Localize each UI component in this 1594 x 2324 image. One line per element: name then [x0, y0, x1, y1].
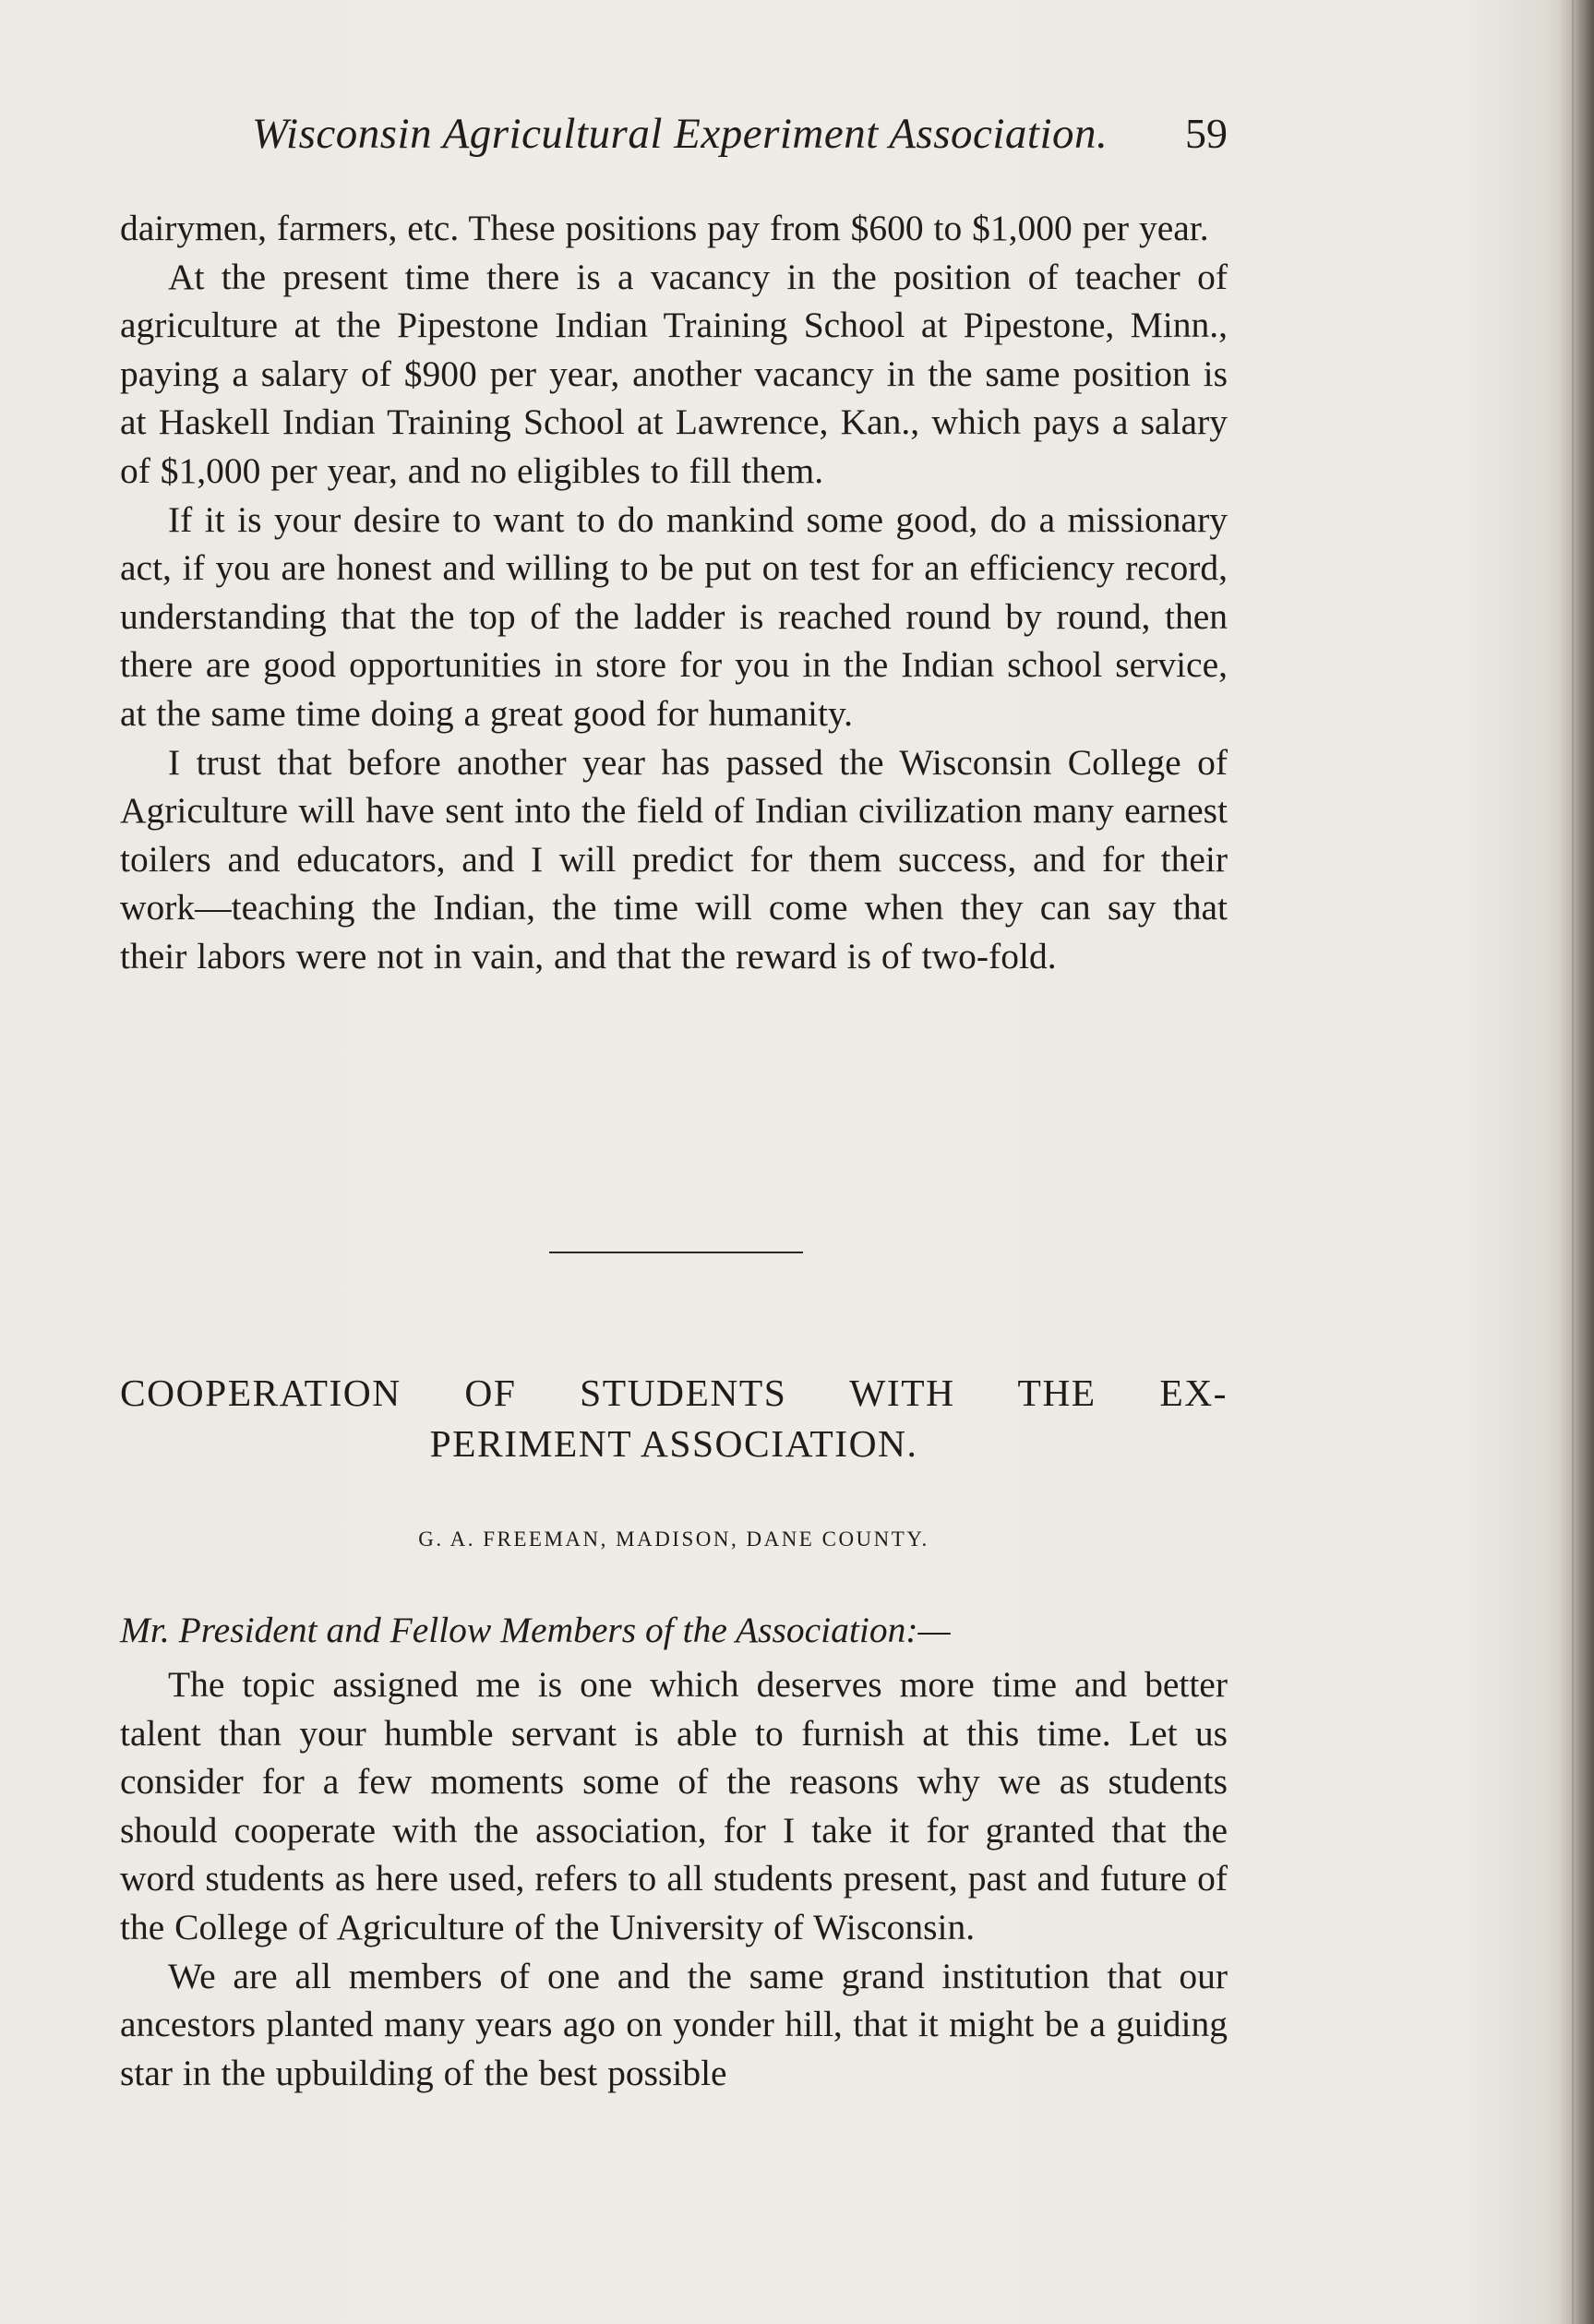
running-head-title: Wisconsin Agricultural Experiment Association. [252, 110, 1109, 158]
article-title-line: COOPERATION OF STUDENTS WITH THE EX- [120, 1372, 1228, 1414]
running-head [120, 109, 1228, 164]
article-title [120, 1368, 1228, 1469]
paragraph: At the present time there is a vacancy in the position of teacher of agriculture at the Pipestone Indian Training School at Pipestone, Minn., paying a salary of $900 per year, another vacancy in the same position is at Haskell Indian Training School at Lawrence, Kan., which pays a salary of $1,000 per year, and no eligibles to fill them. [120, 256, 1228, 491]
author-byline: G. A. FREEMAN, MADISON, DANE COUNTY. [418, 1527, 929, 1551]
paragraph: We are all members of one and the same grand institution that our ancestors planted many years ago on yonder hill, that it might be a guiding star in the upbuilding of the best possible [120, 1955, 1228, 2093]
page-edge-line [1572, 0, 1574, 2324]
section-divider [549, 1252, 803, 1253]
salutation: Mr. President and Fellow Members of the Association:— [120, 1610, 951, 1650]
article-title-line: PERIMENT ASSOCIATION. [429, 1422, 918, 1465]
paragraph: dairymen, farmers, etc. These positions pay from $600 to $1,000 per year. [120, 208, 1209, 248]
page-edge [1557, 0, 1594, 2324]
article-body [120, 204, 1228, 981]
page-number: 59 [1185, 110, 1228, 157]
paragraph: The topic assigned me is one which deserves more time and better talent than your humble servant is able to furnish at this time. Let us consider for a few moments some of the reasons why we as students should cooperate with the association, for I take it for granted that the word students as here used, refers to all students present, past and future of the College of Agriculture of the University of Wisconsin. [120, 1664, 1228, 1947]
paragraph: I trust that before another year has passed the Wisconsin College of Agriculture will have sent into the field of Indian civilization many earnest toilers and educators, and I will predict for them success, and for their work—teaching the Indian, the time will come when they can say that their labors were not in vain, and that the reward is of two-fold. [120, 741, 1228, 976]
article-body [120, 1660, 1228, 2097]
page-edge-line [1583, 0, 1585, 2324]
paragraph: If it is your desire to want to do mankind some good, do a missionary act, if you are honest and willing to be put on test for an efficiency record, understanding that the top of the ladder is reached round by round, then there are good opportunities in store for you in the Indian school service, at the same time doing a great good for humanity. [120, 498, 1228, 734]
